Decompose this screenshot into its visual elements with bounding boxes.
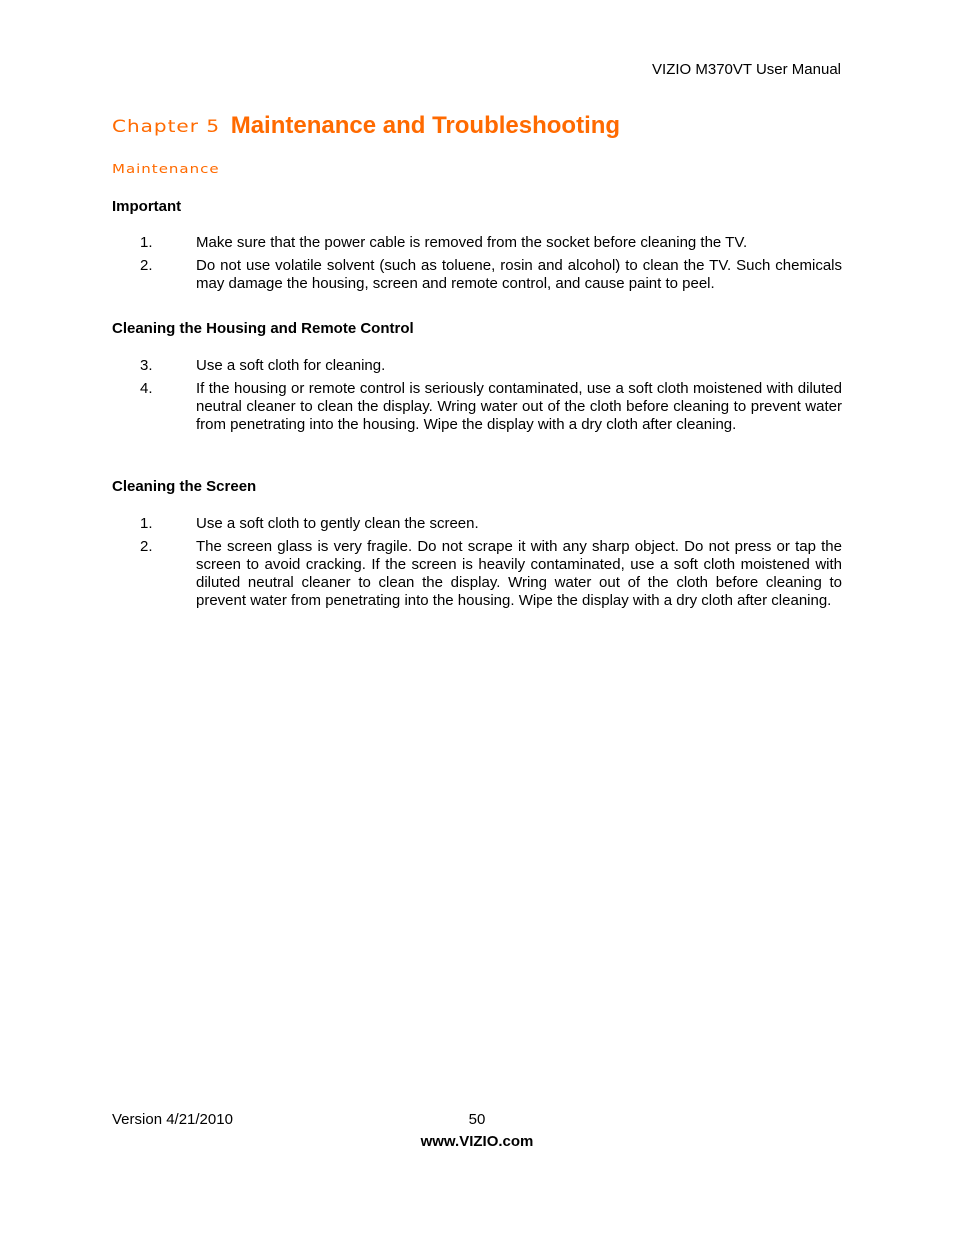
item-text: Use a soft cloth to gently clean the screen.: [196, 515, 479, 532]
housing-heading: Cleaning the Housing and Remote Control: [112, 320, 414, 337]
chapter-title-text: Maintenance and Troubleshooting: [230, 112, 621, 139]
list-item: [112, 380, 842, 434]
chapter-number: Chapter 5: [112, 115, 221, 137]
list-item: [112, 357, 842, 375]
page-number: 50: [468, 1111, 486, 1128]
item-number: 4.: [140, 380, 153, 397]
section-title: Maintenance: [112, 160, 220, 177]
footer-url: www.VIZIO.com: [420, 1133, 534, 1150]
item-number: 2.: [140, 257, 153, 274]
item-text: Do not use volatile solvent (such as toluene, rosin and alcohol) to clean the TV. Such chemicals may damage the housing, screen and remote control, and cause paint to peel.: [196, 257, 842, 292]
item-text: If the housing or remote control is seriously contaminated, use a soft cloth moistened with diluted neutral cleaner to clean the display. Wring water out of the cloth before cleaning to prevent water from penetrating into the housing. Wipe the display with a dry cloth after cleaning.: [196, 380, 842, 433]
housing-list: [112, 357, 842, 439]
list-item: [112, 538, 842, 610]
screen-heading: Cleaning the Screen: [112, 478, 257, 495]
chapter-heading: [112, 111, 620, 141]
item-number: 1.: [140, 515, 153, 532]
item-number: 1.: [140, 234, 153, 251]
important-heading: Important: [112, 198, 182, 215]
list-item: [112, 515, 842, 533]
item-text: The screen glass is very fragile. Do not scrape it with any sharp object. Do not press or tap the screen to avoid cracking. If the screen is heavily contaminated, use a soft cloth moistened with diluted neutral cleaner to clean the display. Wring water out of the cloth before cleaning to prevent water from penetrating into the housing. Wipe the display with a dry cloth after cleaning.: [196, 538, 842, 609]
item-number: 2.: [140, 538, 153, 555]
important-list: [112, 234, 842, 298]
list-item: [112, 257, 842, 293]
item-number: 3.: [140, 357, 153, 374]
manual-title: VIZIO M370VT User Manual: [652, 61, 841, 78]
footer-version: Version 4/21/2010: [112, 1111, 233, 1128]
screen-list: [112, 515, 842, 615]
item-text: Make sure that the power cable is removed from the socket before cleaning the TV.: [196, 234, 748, 251]
list-item: [112, 234, 842, 252]
item-text: Use a soft cloth for cleaning.: [196, 357, 386, 374]
